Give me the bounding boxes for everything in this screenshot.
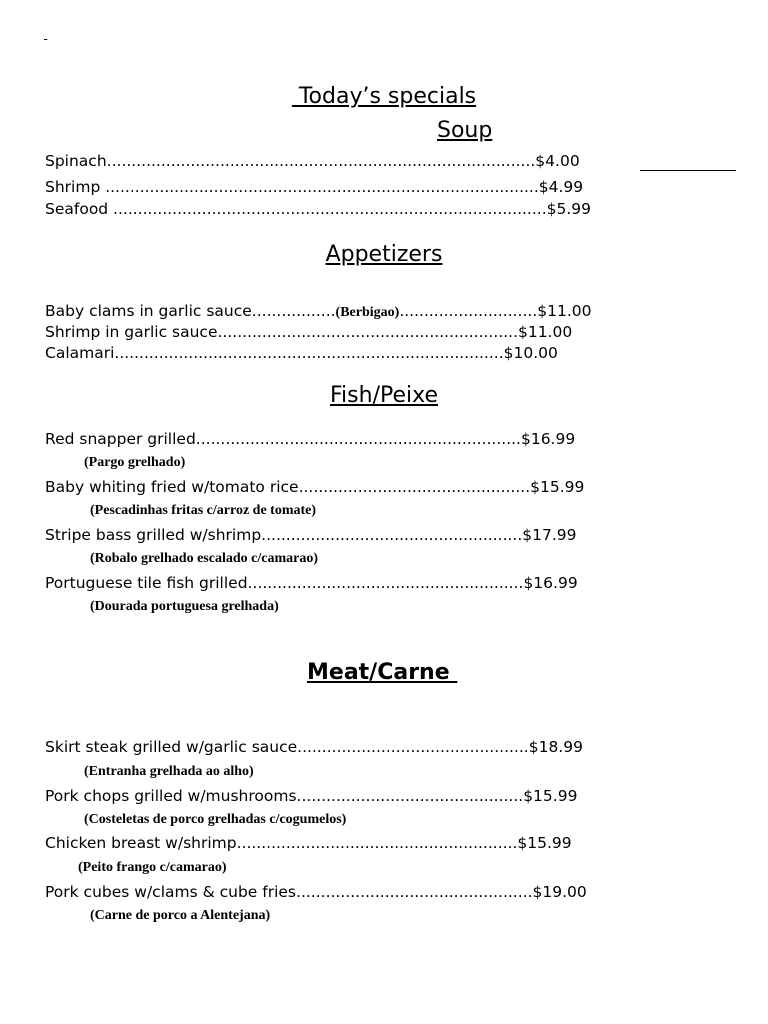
meat-item: Chicken breast w/shrimp.........................................................$15.99	[45, 834, 572, 852]
fish-item: Portuguese tile fish grilled........................................................$16.99	[45, 574, 578, 592]
meat-item-portuguese: (Peito frango c/camarao)	[78, 860, 227, 875]
page-title: Today’s specials	[291, 84, 477, 109]
appetizer-clams-label: Baby clams in garlic sauce.................	[45, 302, 336, 320]
fish-item: Stripe bass grilled w/shrimp.....................................................$17.99	[45, 526, 577, 544]
meat-item: Pork cubes w/clams & cube fries................................................$19.00	[45, 883, 587, 901]
divider-line	[640, 170, 736, 171]
meat-item-portuguese: (Carne de porco a Alentejana)	[90, 908, 271, 923]
soup-heading: Soup	[437, 118, 493, 143]
fish-item-portuguese: (Robalo grelhado escalado c/camarao)	[90, 551, 318, 566]
fish-item-portuguese: (Pargo grelhado)	[84, 455, 186, 470]
fish-item-portuguese: (Dourada portuguesa grelhada)	[90, 599, 279, 614]
meat-item-portuguese: (Entranha grelhada ao alho)	[84, 764, 254, 779]
fish-item: Baby whiting fried w/tomato rice...............................................$15.99	[45, 478, 585, 496]
appetizer-item-calamari: Calamari...............................................................................$10.00	[45, 344, 558, 362]
header-mark	[44, 30, 47, 41]
fish-heading: Fish/Peixe	[330, 383, 438, 408]
meat-item: Pork chops grilled w/mushrooms..............................................$15.99	[45, 787, 578, 805]
appetizer-item-clams	[45, 302, 592, 321]
soup-item-shrimp: Shrimp ........................................................................................$4.99	[45, 178, 584, 196]
meat-heading: Meat/Carne	[307, 660, 458, 685]
appetizer-item-shrimp: Shrimp in garlic sauce.............................................................$11.00	[45, 323, 573, 341]
fish-item-portuguese: (Pescadinhas fritas c/arroz de tomate)	[90, 503, 317, 518]
soup-item-spinach: Spinach.......................................................................................$4.00	[45, 152, 580, 170]
meat-item-portuguese: (Costeletas de porco grelhadas c/cogumelos)	[84, 812, 347, 827]
meat-item: Skirt steak grilled w/garlic sauce...............................................$18.99	[45, 738, 583, 756]
appetizer-clams-portuguese: (Berbigao)	[335, 305, 400, 320]
appetizer-clams-price: ............................$11.00	[399, 302, 592, 320]
appetizers-heading: Appetizers	[325, 242, 443, 267]
soup-item-seafood: Seafood ........................................................................................$5.99	[45, 200, 592, 218]
fish-item: Red snapper grilled..................................................................$16.99	[45, 430, 576, 448]
